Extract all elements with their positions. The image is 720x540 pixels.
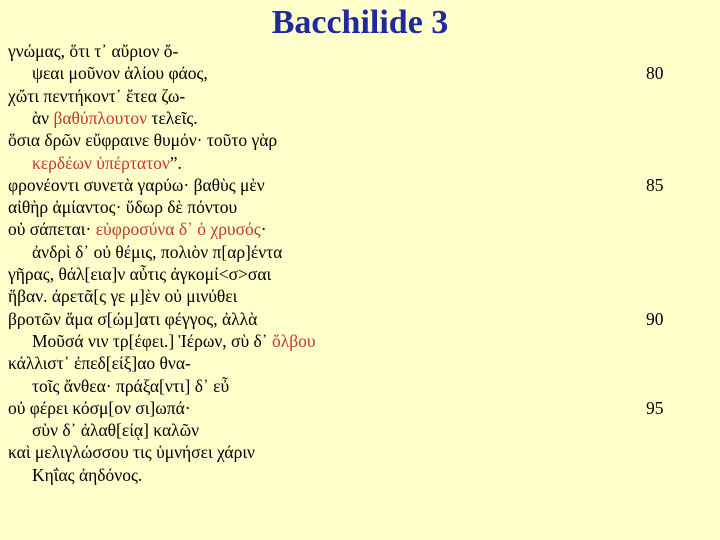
- line-text: ἀνδρὶ δ᾽ οὐ θέμις, πολιὸν π[αρ]έντα: [32, 241, 283, 262]
- poem-line: [32, 419, 199, 441]
- line-number: 90: [646, 308, 664, 329]
- line-text: οὐ σάπεται·: [8, 219, 96, 240]
- poem-line: [32, 375, 229, 397]
- line-text: χὤτι πεντήκοντ᾽ ἔτεα ζω-: [8, 85, 186, 106]
- page-title: [0, 4, 720, 42]
- poem-line: [8, 441, 255, 463]
- poem-line: [8, 352, 191, 374]
- line-text: ”.: [169, 152, 182, 173]
- title-text: Bacchilide 3: [271, 4, 449, 41]
- poem-line: [32, 241, 282, 263]
- highlighted-word: κερδέων ὑπέρτατον: [32, 152, 170, 173]
- poem-line: [8, 263, 271, 285]
- line-number: 85: [646, 174, 664, 195]
- line-text: φρονέοντι συνετὰ γαρύω· βαθὺς μὲν: [8, 174, 265, 195]
- line-text: ὅσια δρῶν εὔφραινε θυμόν· τοῦτο γὰρ: [8, 130, 278, 151]
- line-text: τελεῖς.: [147, 107, 198, 128]
- line-text: γνώμας, ὅτι τ᾽ αὔριον ὄ-: [8, 41, 179, 61]
- poem-line: [32, 464, 142, 486]
- line-text: Κηΐας ἀηδόνος.: [32, 464, 143, 485]
- poem-line: [32, 107, 198, 129]
- highlighted-word: βαθύπλουτον: [53, 107, 148, 128]
- poem-line: [8, 129, 277, 151]
- line-text: κάλλιστ᾽ ἐπεδ[είξ]αο θνα-: [8, 353, 191, 374]
- poem-line: [32, 330, 316, 352]
- poem-line: [8, 196, 237, 218]
- line-text: καὶ μελιγλώσσου τις ὑμνήσει χάριν: [8, 442, 255, 463]
- line-text: ψεαι μοῦνον ἁλίου φάος,: [32, 63, 208, 84]
- line-text: γῆρας, θάλ[εια]ν αὖτις ἀγκομί<σ>σαι: [8, 264, 272, 284]
- highlighted-word: εὐφροσύνα δ᾽ ὁ χρυσός: [95, 219, 261, 240]
- poem-line: [8, 285, 237, 307]
- poem-line: [8, 174, 265, 196]
- poem-line: [8, 308, 257, 330]
- poem-line: [8, 397, 191, 419]
- line-text: ὰν: [32, 107, 54, 128]
- line-text: ἥβαν. ἀρετᾶ[ς γε μ]ὲν οὐ μινύθει: [8, 286, 238, 307]
- poem-line: [32, 152, 182, 174]
- line-text: σὺν δ᾽ ἀλαθ[είᾳ] καλῶν: [32, 420, 200, 441]
- highlighted-word: ὄλβου: [271, 330, 316, 351]
- line-number: 80: [646, 63, 664, 84]
- poem-line: [8, 40, 178, 62]
- poem-line: [32, 62, 208, 84]
- line-text: οὐ φέρει κόσμ[ον σι]ωπά·: [8, 397, 191, 418]
- poem-line: [8, 218, 267, 240]
- line-text: τοῖς ἄνθεα· πράξα[ντι] δ᾽ εὖ: [32, 375, 230, 396]
- poem-line: [8, 85, 185, 107]
- line-text: ·: [260, 219, 267, 240]
- line-text: αἰθὴρ ἀμίαντος· ὕδωρ δὲ πόντου: [8, 197, 238, 218]
- line-text: Μοῦσά νιν τρ[έφει.] Ἱέρων, σὺ δ᾽: [32, 330, 272, 351]
- line-number: 95: [646, 397, 664, 418]
- line-text: βροτῶν ἅμα σ[ώμ]ατι φέγγος, ἀλλὰ: [8, 308, 258, 329]
